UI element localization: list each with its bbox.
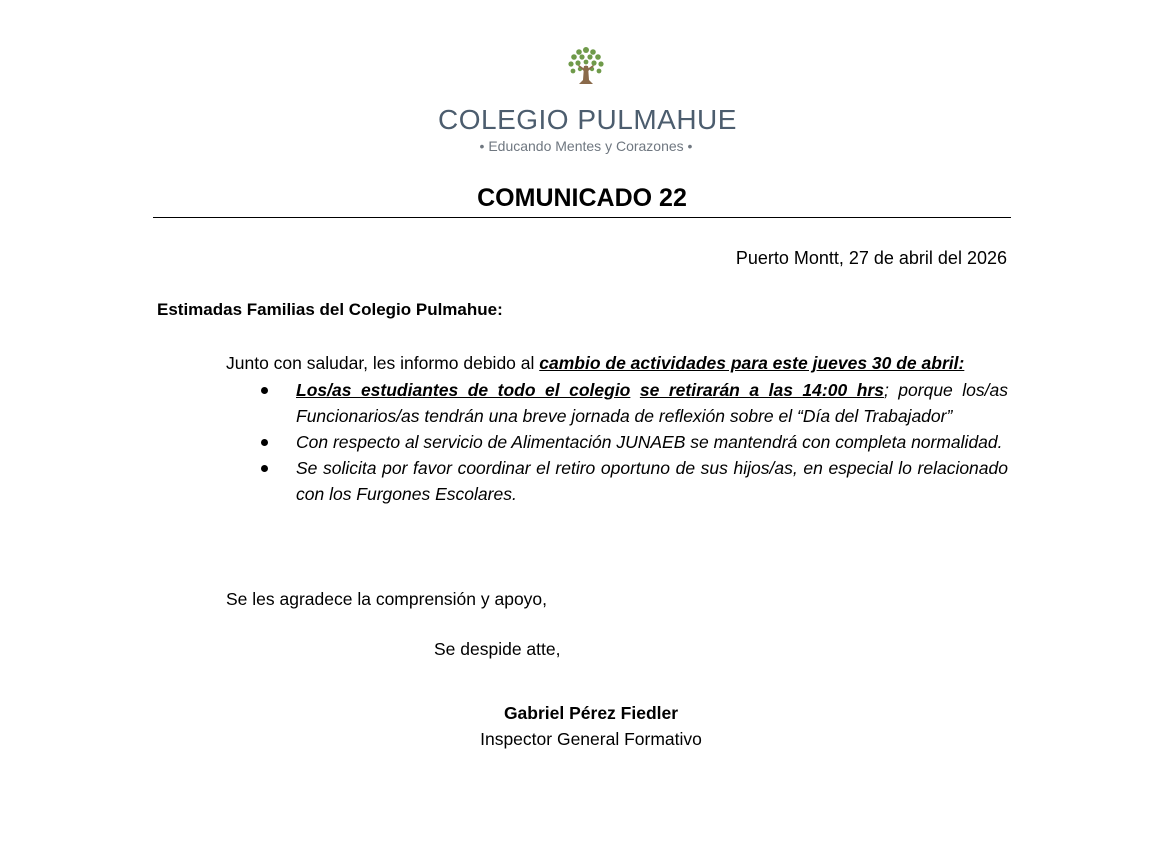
list-item [258,455,1008,507]
list-item [258,429,1008,455]
bullet-text: Se solicita por favor coordinar el retiro oportuno de sus hijos/as, en especial lo relacionado con los Furgones Escolares. [296,458,1008,504]
intro-text: Junto con saludar, les informo debido al [226,353,540,373]
document-title: COMUNICADO 22 [477,184,687,212]
bullet-emphasis-2: se retirarán a las 14:00 hrs [639,380,884,400]
bullet-icon [261,439,268,446]
document-date: Puerto Montt, 27 de abril del 2026 [735,248,1007,268]
bullet-separator [630,380,640,400]
bullet-icon [261,465,268,472]
title-divider [153,217,1011,218]
list-item [258,377,1008,429]
intro-paragraph [226,352,964,374]
bullet-emphasis-1: Los/as estudiantes de todo el colegio [296,380,631,400]
farewell-text: Se despide atte, [434,639,561,659]
greeting: Estimadas Familias del Colegio Pulmahue: [157,300,503,319]
signature-name: Gabriel Pérez Fiedler [503,703,679,723]
school-name: COLEGIO PULMAHUE [438,104,737,135]
bullet-list [258,377,1008,507]
bullet-icon [261,387,268,394]
closing-text: Se les agradece la comprensión y apoyo, [226,589,548,609]
bullet-text: ; porque los/as Funcionarios/as tendrán una breve jornada de reflexión sobre el “Día del Trabajador” [296,380,1009,426]
school-logo [438,36,742,172]
intro-emphasis: cambio de actividades para este jueves 30 de abril: [539,353,965,373]
tree-icon [564,44,608,88]
signature-role: Inspector General Formativo [480,729,702,749]
bullet-text: Con respecto al servicio de Alimentación JUNAEB se mantendrá con completa normalidad. [296,432,1003,452]
school-tagline: • Educando Mentes y Corazones • [479,138,693,154]
